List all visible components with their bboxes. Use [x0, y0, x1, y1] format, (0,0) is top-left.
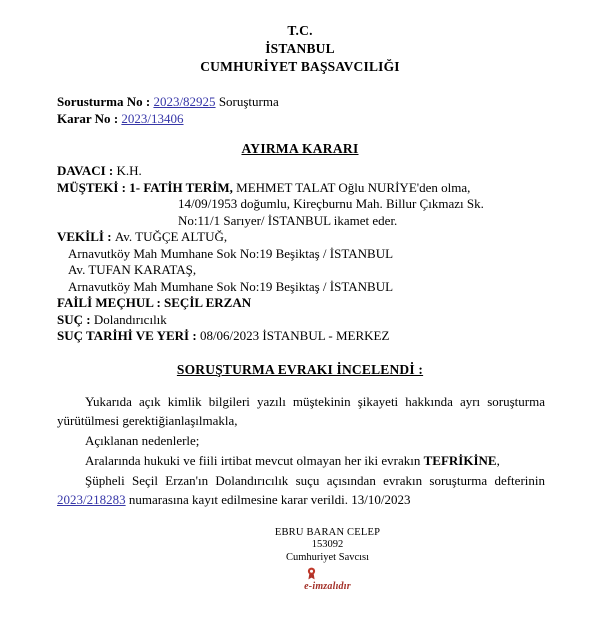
decision-body: [0, 392, 600, 509]
investigation-number-label: Sorusturma No: [57, 94, 143, 109]
header-line-office: CUMHURİYET BAŞSAVCILIĞI: [200, 59, 400, 74]
plaintiff-value: K.H.: [116, 163, 142, 178]
attorney-row: [57, 229, 560, 246]
attorney-2-address: Arnavutköy Mah Mumhane Sok No:19 Beşiktaş / İSTANBUL: [68, 278, 394, 294]
decision-number-row: [57, 110, 600, 127]
electronic-signature-block: [0, 567, 600, 594]
complainant-name: 1- FATİH TERİM,: [129, 179, 233, 195]
complainant-detail-line-3: No:11/1 Sarıyer/ İSTANBUL ikamet eder.: [178, 212, 398, 228]
body-paragraph-4: [57, 471, 545, 509]
header-line-tc: T.C.: [287, 23, 313, 38]
body-paragraph-1: Yukarıda açık kimlik bilgileri yazılı müştekinin şikayeti hakkında ayrı soruşturma yürütülmesi gerektiğianlaşılmakla,: [57, 393, 545, 428]
investigation-number-link[interactable]: 2023/82925: [153, 94, 216, 109]
prosecutor-role: Cumhuriyet Savcısı: [285, 551, 370, 563]
body-paragraph-3-emphasis: TEFRİKİNE: [423, 452, 497, 468]
investigation-number-row: [57, 93, 600, 110]
decision-number-link[interactable]: 2023/13406: [121, 111, 184, 126]
body-paragraph-3-pre: Aralarında hukuki ve fiili irtibat mevcut olmayan her iki evrakın: [85, 452, 424, 468]
crime-date-place-label: SUÇ TARİHİ VE YERİ: [57, 328, 190, 343]
investigation-number-separator: :: [142, 94, 154, 109]
suspect-value: SEÇİL ERZAN: [164, 295, 252, 310]
document-header: [0, 0, 600, 76]
suspect-label: FAİLİ MEÇHUL: [57, 295, 154, 310]
attorney-1-address: Arnavutköy Mah Mumhane Sok No:19 Beşiktaş / İSTANBUL: [68, 245, 394, 261]
decision-number-label: Karar No: [57, 111, 111, 126]
suspect-separator: :: [153, 295, 165, 310]
crime-date-place-separator: :: [189, 328, 200, 343]
plaintiff-separator: :: [105, 163, 117, 178]
crime-separator: :: [83, 311, 94, 327]
crime-label: SUÇ: [57, 311, 84, 327]
registry-number-link[interactable]: 2023/218283: [57, 491, 126, 507]
red-seal-icon: [306, 567, 317, 580]
attorney-label: VEKİLİ: [57, 229, 104, 244]
complainant-details: MEHMET TALAT Oğlu NURİYE'den olma,: [232, 179, 471, 195]
prosecutor-name: EBRU BARAN CELEP: [274, 526, 381, 538]
header-line-city: İSTANBUL: [265, 41, 335, 56]
crime-date-place-row: [57, 328, 560, 345]
complainant-row: [57, 180, 560, 197]
complainant-separator: :: [118, 179, 130, 195]
decision-number-separator: :: [110, 111, 122, 126]
section-heading-investigation-reviewed: SORUŞTURMA EVRAKI İNCELENDİ :: [176, 361, 424, 377]
crime-date-place-value: 08/06/2023 İSTANBUL - MERKEZ: [199, 328, 390, 343]
complainant-detail-line-2: 14/09/1953 doğumlu, Kireçburnu Mah. Billur Çıkmazı Sk.: [178, 196, 484, 211]
case-number-block: [0, 93, 600, 127]
parties-block: [0, 163, 600, 345]
crime-value: Dolandırıcılık: [93, 311, 167, 327]
investigation-number-suffix: Soruşturma: [215, 94, 279, 109]
crime-row: [57, 312, 560, 329]
attorney-separator: :: [103, 229, 115, 244]
body-paragraph-3-post: ,: [496, 452, 500, 468]
plaintiff-row: [57, 163, 560, 180]
electronic-signature-inner: [304, 567, 351, 592]
attorney-2-name: Av. TUFAN KARATAŞ,: [68, 262, 197, 277]
signature-block: [0, 527, 600, 565]
body-paragraph-2: Açıklanan nedenlerle;: [85, 432, 200, 448]
prosecutor-id: 153092: [311, 539, 344, 550]
complainant-label: MÜŞTEKİ: [57, 179, 119, 195]
body-paragraph-4-pre: Şüpheli Seçil Erzan'ın Dolandırıcılık suçu açısından evrakın soruşturma defterinin: [85, 472, 545, 488]
suspect-row: [57, 295, 560, 312]
electronic-signature-text: e-imzalıdır: [304, 581, 351, 592]
attorney-1-name: Av. TUĞÇE ALTUĞ,: [114, 229, 228, 244]
plaintiff-label: DAVACI: [57, 163, 106, 178]
body-paragraph-4-post: numarasına kayıt edilmesine karar verildi. 13/10/2023: [125, 491, 411, 507]
page-title: AYIRMA KARARI: [241, 141, 359, 156]
body-paragraph-3: [57, 451, 545, 470]
